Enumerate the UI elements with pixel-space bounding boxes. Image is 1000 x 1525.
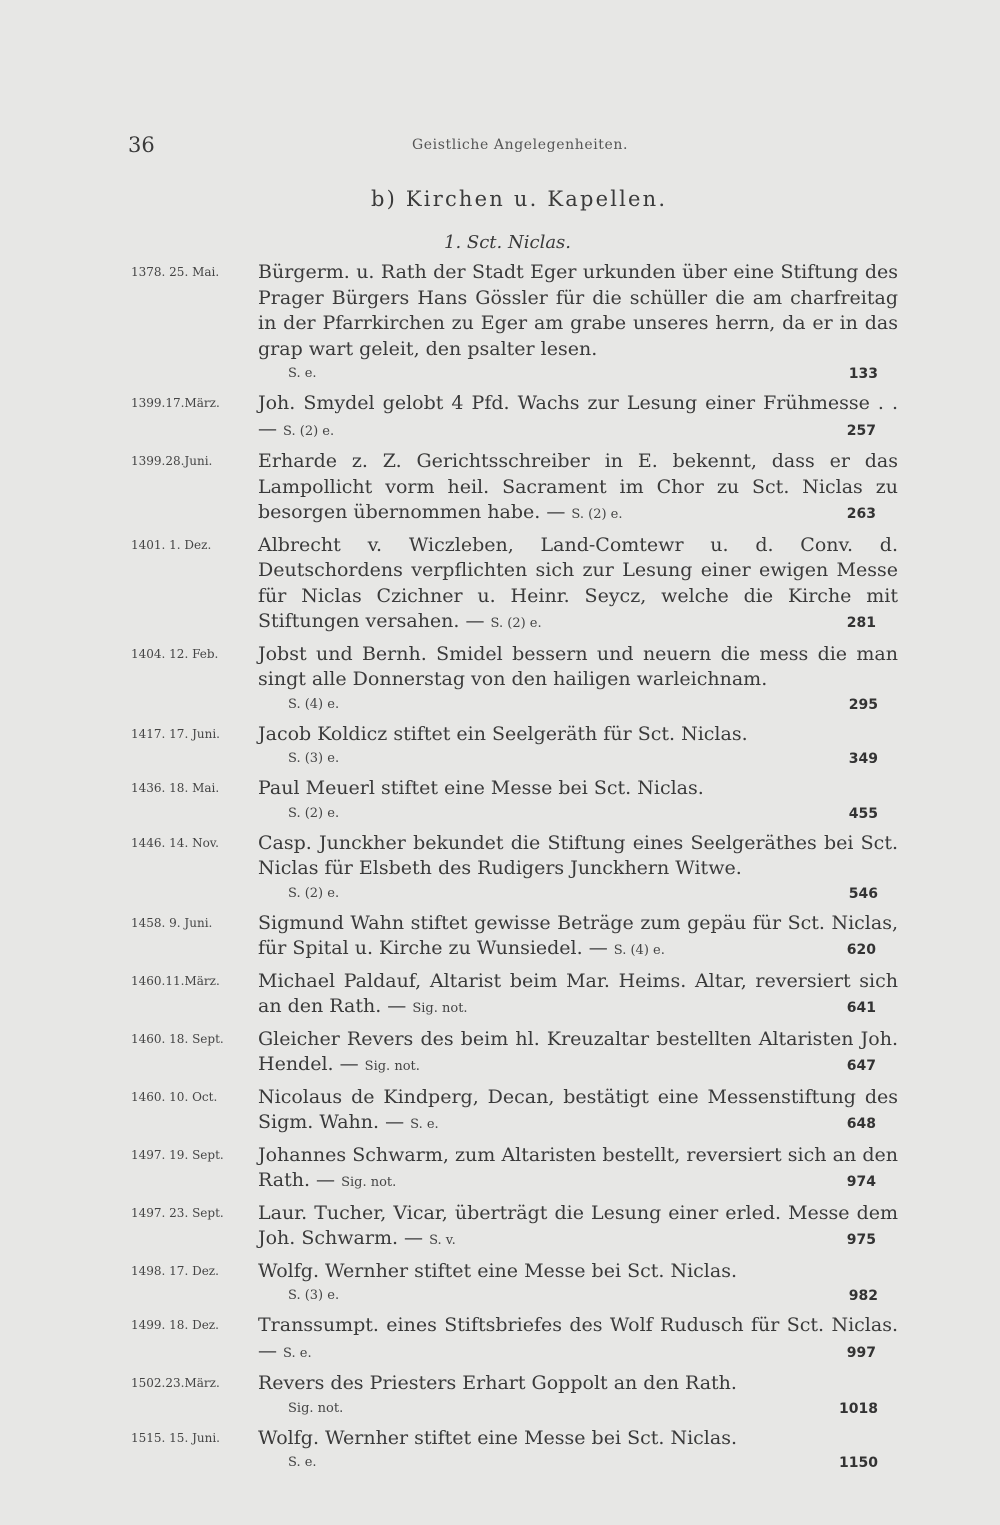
entry-source: Sig. not. <box>288 1400 344 1416</box>
entry-date: 1497. 19. Sept. <box>131 1147 224 1162</box>
list-item <box>0 391 1000 444</box>
entry-meta <box>258 747 878 771</box>
entry-text: Bürgerm. u. Rath der Stadt Eger urkunden über eine Stiftung des Prager Bürgers Hans Gössler für die schüller die am charfreitag in der Pfarrkirchen zu Eger am grabe unseres herrn, da er in das grap wart geleit, den psalter lesen. <box>258 261 898 360</box>
entry-date: 1399.17.März. <box>131 396 220 410</box>
entry-source: S. e. <box>283 1345 312 1361</box>
entry-text: Albrecht v. Wiczleben, Land-Comtewr u. d. Conv. d. Deutschordens verpflichten sich zur Lesung einer ewigen Messe für Niclas Czichner u. Heinr. Seycz, welche die Kirche mit Stiftungen versahen. — <box>258 533 898 632</box>
entry-number: 281 <box>846 615 876 631</box>
entry-number: 620 <box>846 942 876 958</box>
entry-text: Sigmund Wahn stiftet gewisse Beträge zum gepäu für Sct. Niclas, für Spital u. Kirche zu Wunsiedel. — <box>258 911 898 959</box>
entry-text: Nicolaus de Kindperg, Decan, bestätigt eine Messenstiftung des Sigm. Wahn. — <box>258 1085 898 1133</box>
list-item <box>0 1201 1000 1254</box>
entry-text-block <box>258 1313 898 1366</box>
entry-text: Michael Paldauf, Altarist beim Mar. Heims. Altar, reversiert sich an den Rath. — <box>258 969 898 1017</box>
entry-source: S. (2) e. <box>283 423 335 439</box>
entry-source: S. e. <box>288 1455 317 1470</box>
entry-text: Paul Meuerl stiftet eine Messe bei Sct. Niclas. <box>258 777 704 799</box>
entry-number: 1018 <box>839 1400 878 1417</box>
entry-date: 1378. 25. Mai. <box>131 265 220 279</box>
entry-source: S. (3) e. <box>288 751 340 766</box>
entry-text: Jobst und Bernh. Smidel bessern und neuern die mess die man singt alle Donnerstag von den hailigen warleichnam. <box>258 642 898 690</box>
list-item <box>0 449 1000 528</box>
entry-date: 1446. 14. Nov. <box>131 835 219 850</box>
entry-source: S. (2) e. <box>490 616 542 631</box>
entry-meta <box>258 882 878 906</box>
entry-text: Erharde z. Z. Gerichtsschreiber in E. bekennt, dass er das Lampollicht vorm heil. Sacrament im Chor zu Sct. Niclas zu besorgen übernommen habe. — <box>258 450 898 523</box>
entry-source: S. v. <box>429 1233 456 1248</box>
entry-text: Wolfg. Wernher stiftet eine Messe bei Sct. Niclas. <box>258 1259 737 1282</box>
entry-text: Casp. Junckher bekundet die Stiftung eines Seelgeräthes bei Sct. Niclas für Elsbeth des Rudigers Junckhern Witwe. <box>258 831 898 879</box>
entry-text-block <box>258 391 898 444</box>
entry-text: Gleicher Revers des beim hl. Kreuzaltar bestellten Altaristen Joh. Hendel. — <box>258 1027 898 1075</box>
entry-date: 1499. 18. Dez. <box>131 1318 219 1332</box>
entry-date: 1417. 17. Juni. <box>131 726 220 741</box>
entry-number: 647 <box>846 1058 876 1074</box>
list-item <box>0 1371 1000 1421</box>
entry-date: 1497. 23. Sept. <box>131 1205 224 1220</box>
running-head: Geistliche Angelegenheiten. <box>412 137 629 153</box>
entry-source: S. (4) e. <box>288 696 340 712</box>
entry-number: 546 <box>848 885 878 902</box>
list-item <box>0 533 1000 637</box>
list-item <box>0 911 1000 964</box>
entry-number: 982 <box>848 1288 878 1304</box>
list-item <box>0 831 1000 906</box>
entry-number: 295 <box>848 696 878 713</box>
entry-date: 1458. 9. Juni. <box>131 915 213 930</box>
page-number: 36 <box>128 133 155 157</box>
entry-number: 975 <box>846 1232 876 1248</box>
entry-meta <box>258 1284 878 1308</box>
entry-text: Jacob Koldicz stiftet ein Seelgeräth für Sct. Niclas. <box>258 722 748 745</box>
entry-text: Johannes Schwarm, zum Altaristen bestellt, reversiert sich an den Rath. — <box>258 1143 898 1191</box>
list-item <box>0 1426 1000 1476</box>
entry-date: 1498. 17. Dez. <box>131 1263 219 1278</box>
entry-date: 1515. 15. Juni. <box>131 1430 220 1445</box>
entry-number: 455 <box>848 805 878 822</box>
entry-date: 1399.28.Juni. <box>131 454 213 468</box>
entry-source: Sig. not. <box>364 1059 420 1074</box>
entry-source: S. (2) e. <box>288 805 340 821</box>
list-item <box>0 642 1000 717</box>
entry-text: Wolfg. Wernher stiftet eine Messe bei Sct. Niclas. <box>258 1426 737 1449</box>
list-item <box>0 1143 1000 1196</box>
list-item <box>0 1259 1000 1309</box>
entry-source: S. (2) e. <box>288 885 340 901</box>
entry-source: Sig. not. <box>412 1001 468 1016</box>
entry-date: 1436. 18. Mai. <box>131 781 220 795</box>
entry-number: 257 <box>846 422 876 439</box>
entry-list <box>0 260 1000 1480</box>
entry-text-block <box>258 1201 898 1254</box>
entry-source: S. e. <box>288 366 317 381</box>
entry-number: 641 <box>846 1000 876 1016</box>
entry-meta <box>258 1397 878 1421</box>
entry-number: 133 <box>848 366 878 382</box>
entry-source: S. (2) e. <box>571 507 623 522</box>
list-item <box>0 969 1000 1022</box>
entry-text: Transsumpt. eines Stiftsbriefes des Wolf Rudusch für Sct. Niclas. — <box>258 1314 898 1362</box>
list-item <box>0 1085 1000 1138</box>
list-item <box>0 260 1000 386</box>
entry-text: Laur. Tucher, Vicar, überträgt die Lesung einer erled. Messe dem Joh. Schwarm. — <box>258 1201 898 1249</box>
list-item <box>0 722 1000 772</box>
entry-number: 263 <box>846 506 876 522</box>
entry-text: Joh. Smydel gelobt 4 Pfd. Wachs zur Lesung einer Frühmesse . . — <box>258 392 898 440</box>
entry-source: S. (3) e. <box>288 1288 340 1303</box>
entry-meta <box>258 693 878 717</box>
entry-meta <box>258 362 878 386</box>
entry-date: 1460. 18. Sept. <box>131 1031 224 1046</box>
entry-text-block <box>258 1027 898 1080</box>
entry-text-block <box>258 1085 898 1138</box>
entry-meta <box>258 802 878 826</box>
list-item <box>0 1027 1000 1080</box>
entry-text-block <box>258 1143 898 1196</box>
entry-number: 349 <box>848 751 878 767</box>
entry-source: S. e. <box>410 1117 439 1132</box>
entry-number: 997 <box>846 1344 876 1361</box>
entry-text-block <box>258 449 898 528</box>
entry-meta <box>258 1451 878 1475</box>
entry-source: Sig. not. <box>341 1175 397 1190</box>
entry-date: 1502.23.März. <box>131 1376 220 1390</box>
entry-text-block <box>258 969 898 1022</box>
section-title: b) Kirchen u. Kapellen. <box>371 187 668 211</box>
entry-text-block <box>258 911 898 964</box>
entry-date: 1404. 12. Feb. <box>131 646 219 661</box>
entry-number: 974 <box>846 1174 876 1190</box>
entry-source: S. (4) e. <box>613 943 665 958</box>
entry-date: 1460.11.März. <box>131 973 220 988</box>
entry-number: 648 <box>846 1116 876 1132</box>
entry-date: 1401. 1. Dez. <box>131 537 212 552</box>
section-subtitle: 1. Sct. Niclas. <box>444 232 572 253</box>
list-item <box>0 1313 1000 1366</box>
entry-text-block <box>258 533 898 637</box>
entry-text: Revers des Priesters Erhart Goppolt an den Rath. <box>258 1372 737 1394</box>
entry-number: 1150 <box>839 1455 878 1471</box>
list-item <box>0 776 1000 826</box>
entry-date: 1460. 10. Oct. <box>131 1089 218 1104</box>
